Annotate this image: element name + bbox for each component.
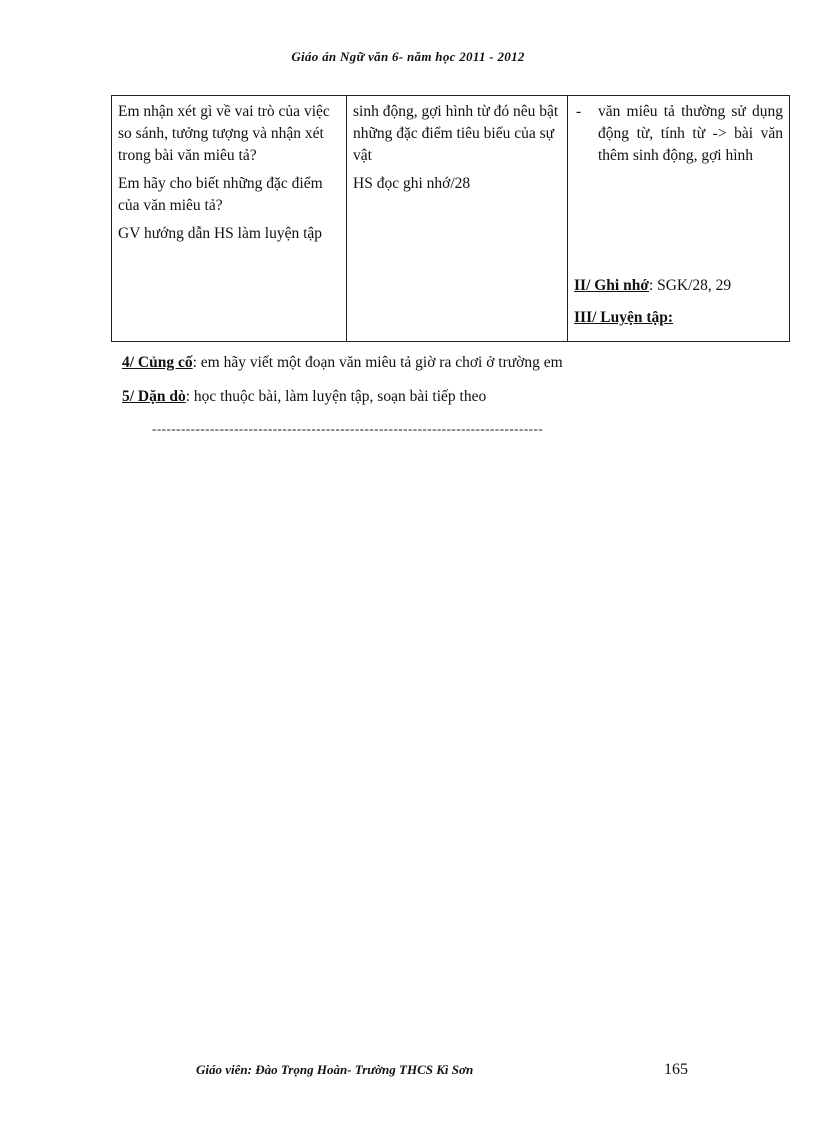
student-answer: sinh động, gợi hình từ đó nêu bật những đặc điểm tiêu biểu của sự vật (353, 103, 559, 164)
teacher-activity-cell (112, 96, 347, 342)
section-consolidation (122, 352, 563, 374)
section5-label: 5/ Dặn dò (122, 388, 186, 405)
page-footer: Giáo viên: Đào Trọng Hoàn- Trường THCS Kì Sơn (196, 1062, 474, 1077)
section4-text: : em hãy viết một đoạn văn miêu tả giờ ra chơi ở trường em (192, 354, 563, 371)
teacher-guide-practice: GV hướng dẫn HS làm luyện tập (118, 225, 323, 242)
content-bullet (574, 101, 783, 167)
practice-line (574, 307, 673, 329)
bullet-text: văn miêu tả thường sử dụng động từ, tính từ -> bài văn thêm sinh động, gợi hình (598, 103, 783, 164)
section4-label: 4/ Củng cố (122, 354, 193, 371)
table-row (112, 96, 790, 342)
question-role-of-comparison: Em nhận xét gì về vai trò của việc so sánh, tưởng tượng và nhận xét trong bài văn miêu tả? (118, 103, 330, 164)
note-text: : SGK/28, 29 (648, 277, 732, 294)
student-activity-cell (347, 96, 568, 342)
note-line (574, 275, 731, 297)
note-label: II/ Ghi nhớ (574, 277, 649, 294)
lesson-table (111, 95, 790, 342)
bullet-dash: - (576, 103, 582, 120)
section-homework (122, 386, 486, 408)
content-cell (568, 96, 790, 342)
student-read-note: HS đọc ghi nhớ/28 (353, 175, 471, 192)
question-features: Em hãy cho biết những đặc điểm của văn miêu tả? (118, 175, 323, 214)
content-cell-inner (574, 101, 783, 335)
separator-line: --------------------------------------------------------------------------------- (152, 421, 544, 436)
section5-text: : học thuộc bài, làm luyện tập, soạn bài tiếp theo (185, 388, 487, 405)
practice-label: III/ Luyện tập: (574, 309, 674, 326)
page-header: Giáo án Ngữ văn 6- năm học 2011 - 2012 (291, 49, 525, 64)
page-number: 165 (664, 1061, 688, 1078)
